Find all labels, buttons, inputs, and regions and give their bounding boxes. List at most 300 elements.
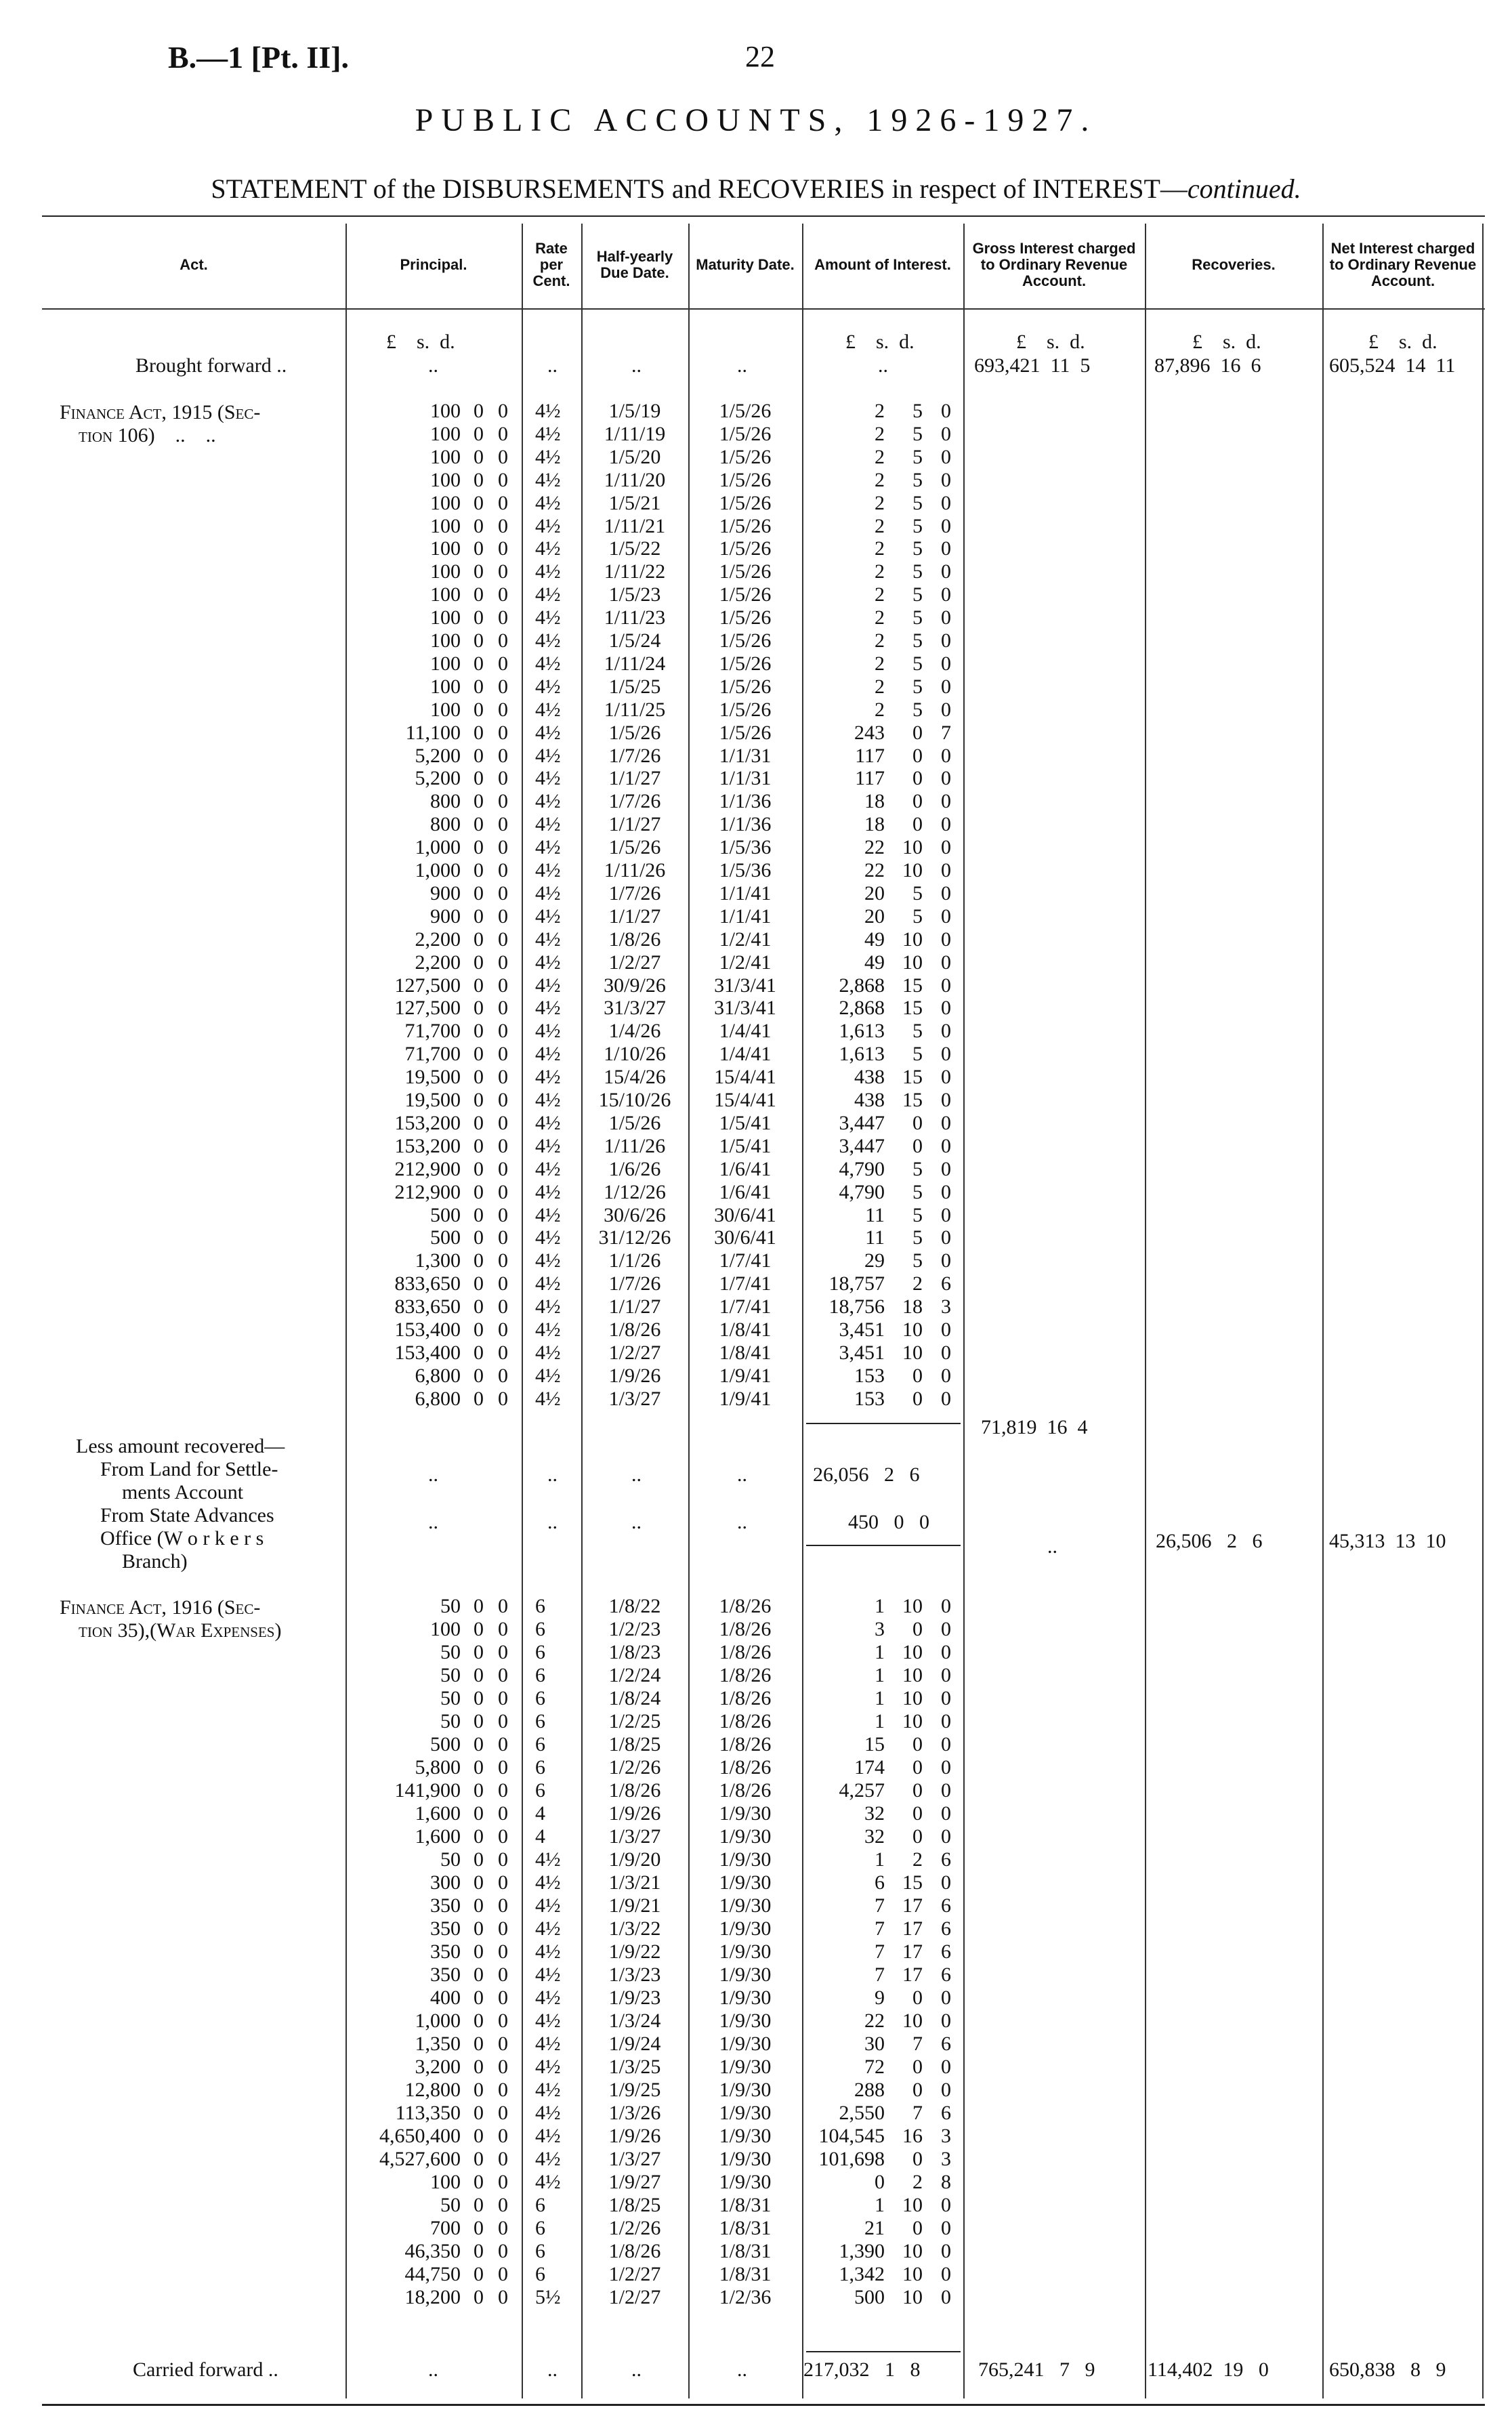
cell-interest-shillings: 15 [902, 997, 923, 1020]
cell-maturity-date: 1/8/26 [719, 1641, 772, 1663]
cell-principal-shillings: 0 [474, 560, 484, 583]
cell-due-date: 1/2/27 [608, 1341, 661, 1364]
cell-interest-pounds: 72 [864, 2056, 885, 2078]
cell-principal-shillings: 0 [474, 997, 484, 1020]
table-row [0, 928, 1512, 951]
cell-interest-pounds: 7 [875, 1917, 885, 1940]
cell-principal-pence: 0 [498, 1226, 508, 1249]
cell-maturity-date: 1/7/41 [719, 1295, 772, 1318]
cell-due-date: 1/9/26 [608, 1802, 661, 1825]
cell-rate: 6 [535, 1641, 545, 1663]
cell-interest-pounds: 7 [875, 1940, 885, 1963]
cell-interest-pence: 6 [941, 1963, 951, 1986]
cell-rate: 4½ [535, 1043, 561, 1066]
cell-interest-pounds: 2 [875, 537, 885, 560]
cell-principal-pounds: 100 [430, 2171, 461, 2193]
cell-interest-shillings: 10 [902, 1341, 923, 1364]
cell-principal-shillings: 0 [474, 2125, 484, 2147]
cell-interest-pounds: 1 [875, 1710, 885, 1732]
cell-principal-shillings: 0 [474, 859, 484, 881]
cell-maturity-date: 1/9/30 [719, 2171, 772, 2193]
cell-maturity-date: 1/2/41 [719, 951, 772, 974]
cell-principal-shillings: 0 [474, 2102, 484, 2124]
header-amount: Amount of Interest. [814, 256, 951, 273]
table-row [0, 1249, 1512, 1272]
cell-principal-pounds: 5,200 [415, 744, 461, 767]
cell-due-date: 1/9/21 [608, 1894, 661, 1917]
table-row [0, 469, 1512, 492]
cell-maturity-date: 1/5/26 [719, 560, 772, 583]
cell-rate: 6 [535, 1710, 545, 1732]
cell-principal-pence: 0 [498, 2217, 508, 2239]
cell-rate: 4½ [535, 560, 561, 583]
cell-maturity-date: 1/9/30 [719, 1917, 772, 1940]
table-row [0, 836, 1512, 859]
cell-rate: 4 [535, 1802, 545, 1825]
cell-principal-pence: 0 [498, 951, 508, 974]
cell-principal-pence: 0 [498, 928, 508, 951]
cell-rate: 4½ [535, 1318, 561, 1341]
cell-interest-pounds: 1,390 [839, 2240, 885, 2262]
cell-interest-pence: 0 [941, 1664, 951, 1686]
cell-principal-shillings: 0 [474, 1341, 484, 1364]
cell-rate: 4½ [535, 606, 561, 629]
cell-rate: 4½ [535, 974, 561, 997]
cell-interest-pence: 0 [941, 974, 951, 997]
cell-principal-shillings: 0 [474, 1687, 484, 1709]
cell-interest-pence: 3 [941, 2125, 951, 2147]
cell-principal-pence: 0 [498, 1364, 508, 1387]
units-recoveries: £ s. d. [1192, 331, 1261, 353]
table-row [0, 1963, 1512, 1987]
cell-rate: 4½ [535, 468, 561, 491]
cell-principal-pounds: 71,700 [404, 1020, 461, 1043]
cell-principal-pounds: 50 [440, 1848, 461, 1871]
cell-due-date: 1/8/26 [608, 1318, 661, 1341]
cell-interest-shillings: 5 [912, 468, 923, 491]
cell-principal-pounds: 100 [430, 491, 461, 514]
cell-principal-shillings: 0 [474, 1756, 484, 1779]
cell-principal-shillings: 0 [474, 904, 484, 928]
header-rule [42, 308, 1485, 310]
cell-principal-shillings: 0 [474, 629, 484, 652]
cell-principal-pence: 0 [498, 1020, 508, 1043]
cell-interest-pence: 0 [941, 836, 951, 859]
cell-principal-pounds: 50 [440, 2194, 461, 2216]
cell-principal-shillings: 0 [474, 1043, 484, 1066]
cell-principal-shillings: 0 [474, 468, 484, 491]
cell-principal-pence: 0 [498, 881, 508, 904]
cell-maturity-date: 1/5/36 [719, 836, 772, 859]
cell-interest-pounds: 2,868 [839, 997, 885, 1020]
cell-interest-shillings: 2 [912, 1848, 923, 1871]
cell-principal-pence: 0 [498, 1089, 508, 1111]
table-row [0, 1295, 1512, 1318]
cell-interest-pence: 0 [941, 1687, 951, 1709]
cell-due-date: 1/8/22 [608, 1595, 661, 1617]
cell-interest-pounds: 153 [854, 1387, 885, 1410]
cell-due-date: 1/2/25 [608, 1710, 661, 1732]
cell-maturity-date: 1/9/30 [719, 1894, 772, 1917]
recoveries-subtotal-1915: 26,506 2 6 [1156, 1530, 1263, 1552]
cell-principal-pounds: 400 [430, 1987, 461, 2009]
cell-interest-pounds: 1 [875, 1664, 885, 1686]
cell-rate: 4½ [535, 1987, 561, 2009]
cell-interest-pence: 0 [941, 1364, 951, 1387]
cell-principal-shillings: 0 [474, 422, 484, 445]
cell-interest-pounds: 2 [875, 445, 885, 468]
page-number: 22 [745, 40, 775, 73]
header-net: Net Interest charged to Ordinary Revenue Account. [1329, 240, 1477, 289]
cell-due-date: 1/5/26 [608, 721, 661, 744]
table-row [0, 492, 1512, 515]
cell-principal-shillings: 0 [474, 2010, 484, 2032]
cell-interest-pounds: 2 [875, 400, 885, 422]
cell-rate: 4½ [535, 1134, 561, 1157]
less-amount-1: 26,056 2 6 [813, 1463, 920, 1486]
cell-interest-pence: 0 [941, 1733, 951, 1755]
cell-interest-pounds: 2 [875, 514, 885, 537]
table-row [0, 423, 1512, 446]
cell-due-date: 1/2/23 [608, 1618, 661, 1640]
cell-interest-shillings: 10 [902, 836, 923, 859]
cell-interest-pence: 3 [941, 1295, 951, 1318]
cell-principal-pounds: 50 [440, 1641, 461, 1663]
cell-principal-pounds: 350 [430, 1963, 461, 1986]
cell-principal-pence: 0 [498, 445, 508, 468]
brought-forward-principal-dots: .. [428, 354, 438, 377]
brought-forward-net: 605,524 14 11 [1329, 354, 1456, 377]
cell-interest-shillings: 5 [912, 881, 923, 904]
table-row [0, 1710, 1512, 1733]
cell-principal-shillings: 0 [474, 974, 484, 997]
cell-principal-pounds: 1,000 [415, 2010, 461, 2032]
cell-principal-pounds: 100 [430, 560, 461, 583]
cell-due-date: 1/8/25 [608, 2194, 661, 2216]
cell-interest-pence: 0 [941, 1089, 951, 1111]
cell-principal-pounds: 350 [430, 1917, 461, 1940]
cell-due-date: 1/9/26 [608, 2125, 661, 2147]
cell-interest-shillings: 0 [912, 1779, 923, 1802]
cell-rate: 4½ [535, 1249, 561, 1272]
cell-interest-pounds: 174 [854, 1756, 885, 1779]
cell-due-date: 1/4/26 [608, 1020, 661, 1043]
cell-rate: 6 [535, 1733, 545, 1755]
table-row [0, 2217, 1512, 2240]
cell-interest-pounds: 15 [864, 1733, 885, 1755]
table-row [0, 1226, 1512, 1249]
brought-forward-recoveries: 87,896 16 6 [1154, 354, 1261, 377]
gross-subtotal-1915: 71,819 16 4 [981, 1416, 1088, 1438]
cell-due-date: 1/1/27 [608, 767, 661, 790]
cell-interest-pence: 0 [941, 1020, 951, 1043]
table-row [0, 1158, 1512, 1181]
cell-principal-pounds: 212,900 [394, 1180, 461, 1203]
cell-interest-pence: 0 [941, 629, 951, 652]
cell-maturity-date: 1/8/26 [719, 1664, 772, 1686]
cell-due-date: 1/3/24 [608, 2010, 661, 2032]
cell-maturity-date: 15/4/41 [714, 1089, 776, 1111]
cell-maturity-date: 1/2/36 [719, 2286, 772, 2308]
cell-rate: 6 [535, 1595, 545, 1617]
cell-interest-pounds: 3 [875, 1618, 885, 1640]
cell-principal-shillings: 0 [474, 1134, 484, 1157]
cell-interest-pounds: 3,447 [839, 1111, 885, 1134]
cell-interest-shillings: 10 [902, 2263, 923, 2285]
cell-interest-pence: 0 [941, 1066, 951, 1089]
cell-maturity-date: 1/1/36 [719, 813, 772, 836]
cell-principal-pence: 0 [498, 1272, 508, 1295]
gross-dots: .. [1047, 1535, 1057, 1558]
table-row [0, 1342, 1512, 1365]
cell-maturity-date: 1/5/26 [719, 491, 772, 514]
act-1915-label-cont: tion 106) .. .. [79, 424, 216, 446]
header-gross: Gross Interest charged to Ordinary Revenue Account. [972, 240, 1136, 289]
carried-forward-rate-dots: .. [547, 2358, 558, 2381]
cell-due-date: 1/2/27 [608, 951, 661, 974]
cell-due-date: 1/1/27 [608, 904, 661, 928]
cell-principal-shillings: 0 [474, 1641, 484, 1663]
brought-forward-rate-dots: .. [547, 354, 558, 377]
cell-principal-pounds: 900 [430, 904, 461, 928]
cell-principal-pounds: 71,700 [404, 1043, 461, 1066]
cell-rate: 4½ [535, 2056, 561, 2078]
cell-principal-pence: 0 [498, 2263, 508, 2285]
cell-interest-pence: 0 [941, 1203, 951, 1226]
cell-rate: 4½ [535, 997, 561, 1020]
table-row [0, 400, 1512, 423]
cell-interest-shillings: 5 [912, 1249, 923, 1272]
cell-interest-shillings: 5 [912, 629, 923, 652]
table-row [0, 1802, 1512, 1825]
cell-rate: 4½ [535, 1364, 561, 1387]
cell-principal-pence: 0 [498, 2033, 508, 2055]
cell-maturity-date: 1/5/26 [719, 606, 772, 629]
cell-rate: 4½ [535, 1387, 561, 1410]
cell-interest-pounds: 4,790 [839, 1180, 885, 1203]
cell-rate: 6 [535, 1756, 545, 1779]
cell-maturity-date: 1/5/26 [719, 583, 772, 606]
cell-interest-shillings: 0 [912, 1387, 923, 1410]
cell-due-date: 1/5/26 [608, 836, 661, 859]
cell-interest-pence: 0 [941, 2010, 951, 2032]
carried-forward-maturity-dots: .. [737, 2358, 747, 2381]
cell-principal-pence: 0 [498, 744, 508, 767]
cell-principal-pence: 0 [498, 1802, 508, 1825]
cell-due-date: 1/12/26 [604, 1180, 666, 1203]
cell-principal-shillings: 0 [474, 1226, 484, 1249]
cell-interest-shillings: 0 [912, 1802, 923, 1825]
cell-interest-shillings: 5 [912, 537, 923, 560]
cell-principal-pounds: 1,300 [415, 1249, 461, 1272]
cell-rate: 4½ [535, 1226, 561, 1249]
cell-interest-pounds: 30 [864, 2033, 885, 2055]
cell-principal-shillings: 0 [474, 491, 484, 514]
table-row [0, 1917, 1512, 1940]
table-row [0, 1894, 1512, 1917]
carried-forward-gross: 765,241 7 9 [978, 2358, 1095, 2381]
cell-interest-pounds: 29 [864, 1249, 885, 1272]
cell-interest-pounds: 2,550 [839, 2102, 885, 2124]
cell-interest-pounds: 2,868 [839, 974, 885, 997]
cell-principal-pence: 0 [498, 1249, 508, 1272]
cell-principal-pounds: 153,400 [394, 1318, 461, 1341]
cell-maturity-date: 1/8/31 [719, 2263, 772, 2285]
cell-due-date: 1/9/22 [608, 1940, 661, 1963]
cell-interest-shillings: 0 [912, 721, 923, 744]
cell-principal-pounds: 44,750 [404, 2263, 461, 2285]
cell-interest-pounds: 49 [864, 928, 885, 951]
cell-interest-shillings: 18 [902, 1295, 923, 1318]
cell-due-date: 31/3/27 [604, 997, 666, 1020]
cell-principal-pounds: 833,650 [394, 1295, 461, 1318]
cell-principal-pounds: 50 [440, 1687, 461, 1709]
cell-interest-pence: 0 [941, 1710, 951, 1732]
table-row [0, 2286, 1512, 2309]
table-row [0, 1687, 1512, 1710]
cell-due-date: 1/2/24 [608, 1664, 661, 1686]
cell-principal-pounds: 50 [440, 1595, 461, 1617]
cell-principal-pence: 0 [498, 422, 508, 445]
cell-interest-pence: 0 [941, 606, 951, 629]
header-act: Act. [180, 256, 208, 273]
cell-interest-shillings: 0 [912, 1756, 923, 1779]
cell-principal-shillings: 0 [474, 767, 484, 790]
cell-principal-shillings: 0 [474, 400, 484, 422]
table-row [0, 699, 1512, 722]
cell-interest-pounds: 3,447 [839, 1134, 885, 1157]
cell-interest-pounds: 32 [864, 1802, 885, 1825]
cell-due-date: 1/9/27 [608, 2171, 661, 2193]
cell-interest-shillings: 5 [912, 1180, 923, 1203]
cell-rate: 6 [535, 1779, 545, 1802]
cell-due-date: 1/5/20 [608, 445, 661, 468]
cell-interest-pounds: 1 [875, 1595, 885, 1617]
cell-rate: 4½ [535, 744, 561, 767]
cell-principal-pounds: 100 [430, 422, 461, 445]
cell-principal-pounds: 833,650 [394, 1272, 461, 1295]
cell-interest-shillings: 10 [902, 2240, 923, 2262]
cell-due-date: 1/3/27 [608, 2148, 661, 2170]
cell-interest-pounds: 4,790 [839, 1157, 885, 1180]
cell-due-date: 1/9/26 [608, 1364, 661, 1387]
cell-maturity-date: 1/9/30 [719, 2010, 772, 2032]
cell-maturity-date: 31/3/41 [714, 997, 776, 1020]
cell-maturity-date: 1/9/30 [719, 1987, 772, 2009]
cell-principal-pence: 0 [498, 813, 508, 836]
subtitle [0, 173, 1512, 205]
cell-principal-pounds: 113,350 [395, 2102, 461, 2124]
less-rule [806, 1545, 961, 1546]
cell-rate: 4½ [535, 1295, 561, 1318]
cell-rate: 4½ [535, 1272, 561, 1295]
cell-interest-pence: 0 [941, 1157, 951, 1180]
cell-principal-pence: 0 [498, 836, 508, 859]
cell-principal-pence: 0 [498, 2079, 508, 2101]
brought-forward-gross: 693,421 11 5 [974, 354, 1091, 377]
cell-due-date: 1/3/23 [608, 1963, 661, 1986]
cell-interest-shillings: 0 [912, 790, 923, 813]
cell-interest-pounds: 101,698 [818, 2148, 885, 2170]
cell-due-date: 1/9/20 [608, 1848, 661, 1871]
table-row [0, 1365, 1512, 1388]
cell-interest-shillings: 5 [912, 652, 923, 675]
cell-interest-pounds: 9 [875, 1987, 885, 2009]
cell-principal-pence: 0 [498, 2125, 508, 2147]
cell-interest-shillings: 17 [902, 1940, 923, 1963]
cell-maturity-date: 1/9/41 [719, 1364, 772, 1387]
cell-interest-pence: 0 [941, 2240, 951, 2262]
cell-interest-pounds: 2 [875, 583, 885, 606]
cell-maturity-date: 1/5/26 [719, 468, 772, 491]
cell-interest-pence: 0 [941, 422, 951, 445]
cell-principal-pence: 0 [498, 1848, 508, 1871]
cell-interest-pence: 0 [941, 997, 951, 1020]
less-rate-dots-2: .. [547, 1511, 558, 1533]
cell-principal-shillings: 0 [474, 1987, 484, 2009]
table-row [0, 1779, 1512, 1802]
cell-rate: 4½ [535, 1963, 561, 1986]
cell-maturity-date: 1/9/30 [719, 1802, 772, 1825]
cell-maturity-date: 1/9/30 [719, 1963, 772, 1986]
cell-interest-shillings: 10 [902, 2286, 923, 2308]
cell-principal-shillings: 0 [474, 445, 484, 468]
cell-interest-pence: 0 [941, 514, 951, 537]
cell-interest-shillings: 10 [902, 1595, 923, 1617]
cell-due-date: 1/11/19 [604, 422, 666, 445]
cell-due-date: 1/11/20 [604, 468, 666, 491]
cell-interest-shillings: 5 [912, 583, 923, 606]
table-row [0, 515, 1512, 538]
cell-principal-pounds: 1,350 [415, 2033, 461, 2055]
cell-maturity-date: 1/8/31 [719, 2240, 772, 2262]
cell-maturity-date: 1/1/36 [719, 790, 772, 813]
cell-maturity-date: 1/9/30 [719, 1940, 772, 1963]
cell-interest-shillings: 16 [902, 2125, 923, 2147]
cell-interest-shillings: 10 [902, 2194, 923, 2216]
cell-maturity-date: 1/9/30 [719, 2125, 772, 2147]
cell-interest-shillings: 0 [912, 1618, 923, 1640]
cell-rate: 4½ [535, 2102, 561, 2124]
cell-interest-pence: 0 [941, 1987, 951, 2009]
cell-interest-pence: 6 [941, 1848, 951, 1871]
cell-maturity-date: 1/5/26 [719, 445, 772, 468]
cell-rate: 4½ [535, 904, 561, 928]
cell-due-date: 1/5/26 [608, 1111, 661, 1134]
cell-rate: 4½ [535, 583, 561, 606]
cell-rate: 4½ [535, 698, 561, 721]
less-maturity-dots-2: .. [737, 1511, 747, 1533]
cell-interest-pounds: 18,756 [828, 1295, 885, 1318]
cell-interest-pence: 7 [941, 721, 951, 744]
cell-principal-shillings: 0 [474, 1848, 484, 1871]
cell-rate: 4½ [535, 1111, 561, 1134]
table-row [0, 951, 1512, 974]
subtitle-main: STATEMENT of the DISBURSEMENTS and RECOVERIES in respect of INTEREST— [211, 173, 1188, 204]
table-row [0, 1066, 1512, 1089]
cell-interest-pence: 0 [941, 1641, 951, 1663]
cell-rate: 4½ [535, 1089, 561, 1111]
cell-due-date: 1/10/26 [604, 1043, 666, 1066]
cell-maturity-date: 1/9/30 [719, 2033, 772, 2055]
table-row [0, 1664, 1512, 1687]
cell-interest-pounds: 1 [875, 2194, 885, 2216]
cell-principal-pounds: 5,800 [415, 1756, 461, 1779]
cell-principal-pence: 0 [498, 767, 508, 790]
cell-due-date: 1/7/26 [608, 744, 661, 767]
cell-maturity-date: 1/9/30 [719, 2148, 772, 2170]
cell-principal-shillings: 0 [474, 2240, 484, 2262]
